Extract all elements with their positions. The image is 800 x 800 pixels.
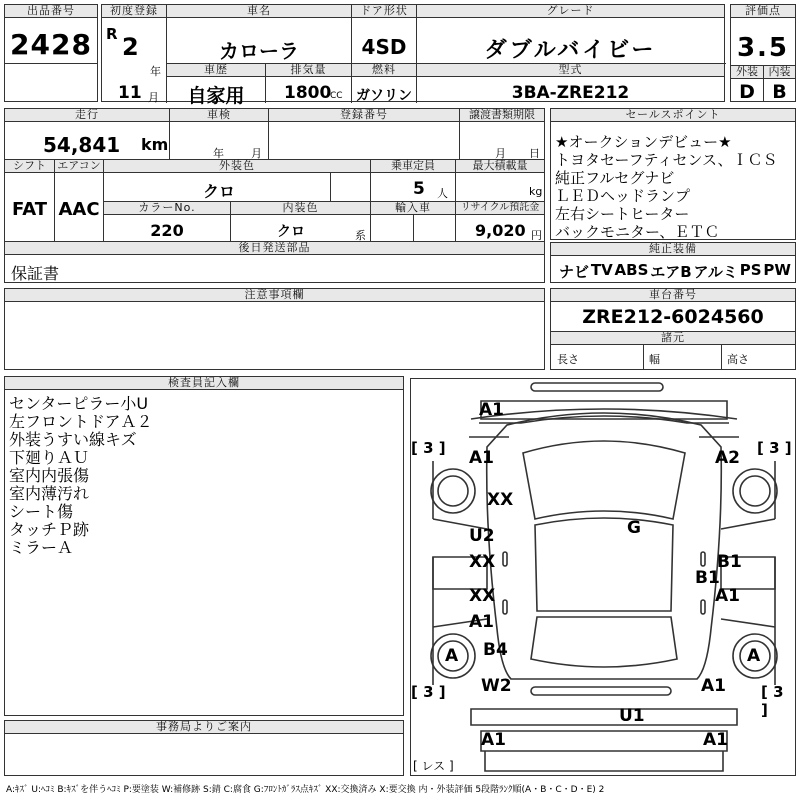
history-label: 車歴 [167, 64, 265, 77]
fuel: ガソリン [356, 88, 412, 104]
notes-label: 注意事項欄 [5, 289, 544, 302]
transfer-day-unit: 日 [529, 147, 540, 160]
selling-points-box [550, 108, 796, 240]
damage-rear-bumper-left: A1 [481, 730, 506, 750]
door-label: ドア形状 [352, 5, 416, 18]
car-outline [411, 379, 797, 777]
damage-diagram [410, 378, 796, 776]
transfer-month-unit: 月 [495, 147, 506, 160]
selling-point: 左右シートヒーター [555, 205, 690, 223]
equipment-item: エアB [650, 263, 692, 281]
damage-right-rear-door: A1 [715, 586, 740, 606]
shift-label: シフト [5, 160, 54, 173]
equipment-item: アルミ [693, 263, 738, 281]
equipment-label: 純正装備 [551, 243, 795, 256]
equipment-item: PW [763, 261, 791, 279]
reg-year: 2 [122, 33, 139, 61]
score-label: 評価点 [731, 5, 795, 18]
inspection-year-unit: 年 [213, 147, 224, 160]
tread-rear-right: [ 3 ] [761, 683, 784, 719]
person-unit: 人 [437, 187, 448, 200]
score-box [730, 4, 796, 102]
length-label: 長さ [557, 353, 579, 366]
interior-grade: B [772, 81, 787, 103]
equipment-item: TV [590, 261, 613, 279]
mileage-label: 走行 [5, 109, 169, 122]
exterior-label: 外装 [731, 66, 763, 79]
lot-box [4, 4, 98, 102]
era: R [106, 25, 118, 43]
inspector-label: 検査員記入欄 [5, 377, 403, 390]
selling-point: ＬＥＤヘッドランプ [555, 187, 691, 205]
equipment-box [550, 242, 796, 283]
inspector-line: ミラーＡ [9, 538, 74, 557]
inspector-line: 室内薄汚れ [9, 484, 90, 503]
reg-label: 初度登録 [102, 5, 166, 18]
ac: AAC [58, 199, 100, 220]
equipment-item: PS [739, 261, 762, 279]
office-label: 事務局よりご案内 [5, 721, 403, 734]
damage-left-quarter-b: B4 [483, 640, 508, 660]
later-label: 後日発送部品 [5, 242, 544, 255]
tread-front-right: [ 3 ] [757, 439, 792, 457]
reg-month: 11 [118, 83, 142, 103]
recycle-label: リサイクル預託金 [456, 202, 544, 215]
colorno-label: カラーNo. [104, 202, 230, 215]
office-box [4, 720, 404, 776]
damage-front-bumper: A1 [479, 400, 504, 420]
shift: FAT [11, 199, 48, 220]
selling-point: バックモニター、ＥＴＣ [555, 223, 720, 241]
damage-left-rear-door-a: A1 [469, 612, 494, 632]
damage-trunk: U1 [619, 706, 645, 726]
color-label: 外装色 [104, 160, 370, 173]
inspector-line: タッチＰ跡 [9, 520, 90, 539]
cc-unit: CC [330, 91, 343, 101]
inspector-line: 左フロントドアＡ２ [9, 412, 153, 431]
equipment-item: ナビ [559, 263, 590, 281]
displacement: 1800 [284, 83, 332, 103]
height-label: 高さ [727, 353, 749, 366]
mileage: 54,841 [43, 133, 121, 157]
selling-point: トヨタセーフティセンス、ＩＣＳ [555, 151, 778, 169]
vehicle-box [101, 4, 725, 107]
inspector-line: 外装うすい線キズ [9, 430, 137, 449]
chassis-number: ZRE212-6024560 [582, 306, 764, 328]
damage-rear-bumper-right: A1 [703, 730, 728, 750]
notes-box [4, 288, 545, 370]
lot-number: 2428 [10, 28, 92, 61]
spare-tire: [ レス ] [413, 759, 454, 773]
intcolor-label: 内装色 [231, 202, 370, 215]
inspector-notes [9, 395, 153, 557]
selling-points-list [555, 133, 777, 241]
import-label: 輸入車 [371, 202, 455, 215]
model-label: 型式 [417, 64, 724, 77]
inspector-box [4, 376, 404, 716]
chassis-label: 車台番号 [551, 289, 795, 302]
damage-right-quarter: A1 [701, 676, 726, 696]
yen-unit: 円 [531, 229, 542, 242]
inspector-line: 室内内張傷 [9, 466, 90, 485]
lot-label: 出品番号 [5, 5, 97, 18]
inspection-month-unit: 月 [251, 147, 262, 160]
kei-unit: 系 [355, 229, 366, 242]
damage-right-pillar: B1 [695, 568, 720, 588]
interior-color: クロ [277, 224, 305, 240]
plate-label: 登録番号 [269, 109, 459, 122]
equipment-list [559, 261, 791, 282]
tread-rear-left: [ 3 ] [411, 683, 446, 701]
displacement-label: 排気量 [266, 64, 351, 77]
capacity-label: 乗車定員 [371, 160, 455, 173]
dims-label: 諸元 [551, 332, 795, 345]
km-unit: km [141, 135, 169, 154]
damage-right-front-wheel: A [747, 646, 761, 666]
legend: A:ｷｽﾞ U:ﾍｺﾐ B:ｷｽﾞを伴うﾍｺﾐ P:要塗装 W:補修跡 S:錆 C:腐食 G:ﾌﾛﾝﾄｶﾞﾗｽ点ｷｽﾞ XX:交換済み X:要交換 内・外装評価 5段階ﾗﾝｸ順(A・B・C・D・E) 2 [6, 785, 605, 795]
damage-front-left-fender: A1 [469, 448, 494, 468]
fuel-label: 燃料 [352, 64, 416, 77]
color-number: 220 [150, 221, 184, 240]
model: 3BA-ZRE212 [511, 83, 630, 103]
inspector-line: シート傷 [9, 502, 74, 521]
chassis-box [550, 288, 796, 370]
tread-front-left: [ 3 ] [411, 439, 446, 457]
door-type: 4SD [361, 35, 407, 59]
equipment-item: ABS [614, 261, 649, 279]
capacity: 5 [413, 179, 425, 199]
inspector-line: 下廻りＡＵ [9, 448, 90, 467]
grade-label: グレード [417, 5, 724, 18]
name-label: 車名 [167, 5, 351, 18]
interior-label: 内装 [764, 66, 795, 79]
damage-front-right-fender: A2 [715, 448, 740, 468]
damage-left-a-pillar: XX [487, 490, 514, 510]
car-name: カローラ [219, 39, 299, 63]
exterior-grade: D [739, 81, 755, 103]
selling-point: ★オークションデビュー★ [555, 133, 732, 151]
damage-right-front-door: B1 [717, 552, 742, 572]
transfer-label: 譲渡書類期限 [460, 109, 544, 122]
damage-left-rear-door-x: XX [469, 586, 496, 606]
inspector-line: センターピラー小U [9, 394, 149, 413]
history: 自家用 [187, 85, 245, 107]
ac-label: エアコン [55, 160, 103, 173]
details-box [4, 108, 545, 283]
selling-point: 純正フルセグナビ [555, 169, 675, 187]
score: 3.5 [736, 33, 790, 63]
recycle-fee: 9,020 [475, 221, 526, 240]
month-unit: 月 [148, 91, 159, 104]
exterior-color: クロ [202, 182, 235, 201]
selling-points-label: セールスポイント [551, 109, 795, 122]
kg-unit: kg [529, 185, 543, 198]
width-label: 幅 [649, 353, 660, 366]
damage-windshield: G [627, 518, 641, 538]
later-parts: 保証書 [11, 264, 60, 283]
damage-left-quarter-w: W2 [481, 676, 512, 696]
damage-left-front-door-x: XX [469, 552, 496, 572]
damage-left-front-wheel: A [445, 646, 459, 666]
load-label: 最大積載量 [456, 160, 544, 173]
inspection-label: 車検 [170, 109, 268, 122]
damage-left-front-door-u: U2 [469, 526, 495, 546]
grade: ダブルバイビー [484, 38, 657, 63]
year-unit: 年 [150, 65, 161, 78]
